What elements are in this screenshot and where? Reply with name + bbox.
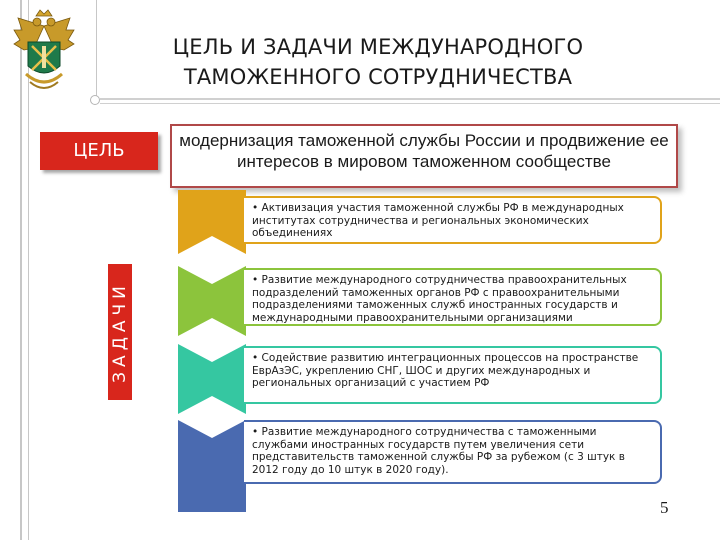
frame-line-horizontal	[100, 98, 720, 100]
goal-label: ЦЕЛЬ	[40, 132, 158, 170]
customs-emblem	[10, 8, 78, 96]
task-1-chevron	[178, 190, 246, 254]
task-4-text: • Развитие международного сотрудничества с таможенными службами иностранных государств путем увеличения сети представительств таможенной службы РФ за рубежом (с 3 штук в 2012 году до 10 штук в 2020 году).	[244, 420, 662, 484]
goal-text: модернизация таможенной службы России и продвижение ее интересов в мировом таможенном сообществе	[170, 124, 678, 188]
page-number: 5	[660, 498, 669, 517]
task-3-text: • Содействие развитию интеграционных процессов на пространстве ЕврАзЭС, укреплению СНГ, ШОС и других международных и региональных организаций с участием РФ	[244, 346, 662, 404]
task-1-text: • Активизация участия таможенной службы РФ в международных институтах сотрудничества и региональных экономических объединениях	[244, 196, 662, 244]
frame-line-horizontal-thin	[100, 103, 720, 104]
frame-circle-ornament	[90, 95, 100, 105]
task-2-text: • Развитие международного сотрудничества правоохранительных подразделений таможенных органов РФ с правоохранительными подразделениями таможенных служб иностранных государств и международными правоохранительными организациями	[244, 268, 662, 326]
task-3-chevron	[178, 344, 246, 414]
task-2-chevron	[178, 266, 246, 336]
frame-line-divider	[96, 0, 97, 100]
page-title: ЦЕЛЬ И ЗАДАЧИ МЕЖДУНАРОДНОГО ТАМОЖЕННОГО СОТРУДНИЧЕСТВА	[172, 35, 584, 89]
task-4-chevron	[178, 420, 246, 512]
tasks-label: ЗАДАЧИ	[110, 281, 130, 383]
